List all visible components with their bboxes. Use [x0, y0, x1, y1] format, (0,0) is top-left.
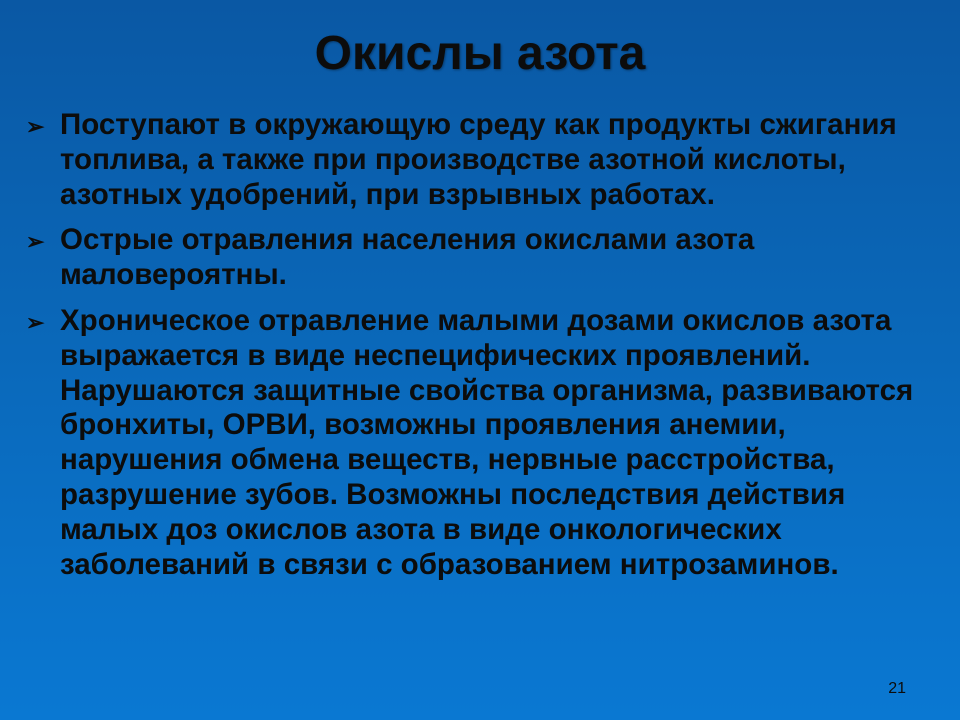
- bullet-text: Поступают в окружающую среду как продукты сжигания топлива, а также при производстве азотной кислоты, азотных удобрений, при взрывных работах.: [60, 108, 897, 211]
- bullet-text: Острые отравления населения окислами азота маловероятны.: [60, 223, 755, 292]
- arrow-bullet-icon: ➢: [26, 229, 45, 255]
- bullet-item-sources: [26, 108, 936, 212]
- slide-number: 21: [888, 680, 906, 697]
- arrow-bullet-icon: ➢: [26, 114, 45, 139]
- bullet-item-acute-poisoning: [26, 223, 936, 293]
- slide-title: Окислы азота: [314, 27, 646, 80]
- bullet-list: [26, 108, 936, 593]
- arrow-bullet-icon: ➢: [26, 309, 45, 335]
- bullet-text: Хроническое отравление малыми дозами окислов азота выражается в виде неспецифических проявлений. Нарушаются защитные свойства организма, развиваются бронхиты, ОРВИ, возможны проявления анемии, нарушения обмена веществ, нервные расстройства, разрушение зубов. Возможны последствия действия малых доз окислов азота в виде онкологических заболеваний в связи с образованием нитрозаминов.: [60, 303, 914, 581]
- bullet-item-chronic-poisoning: [26, 304, 936, 582]
